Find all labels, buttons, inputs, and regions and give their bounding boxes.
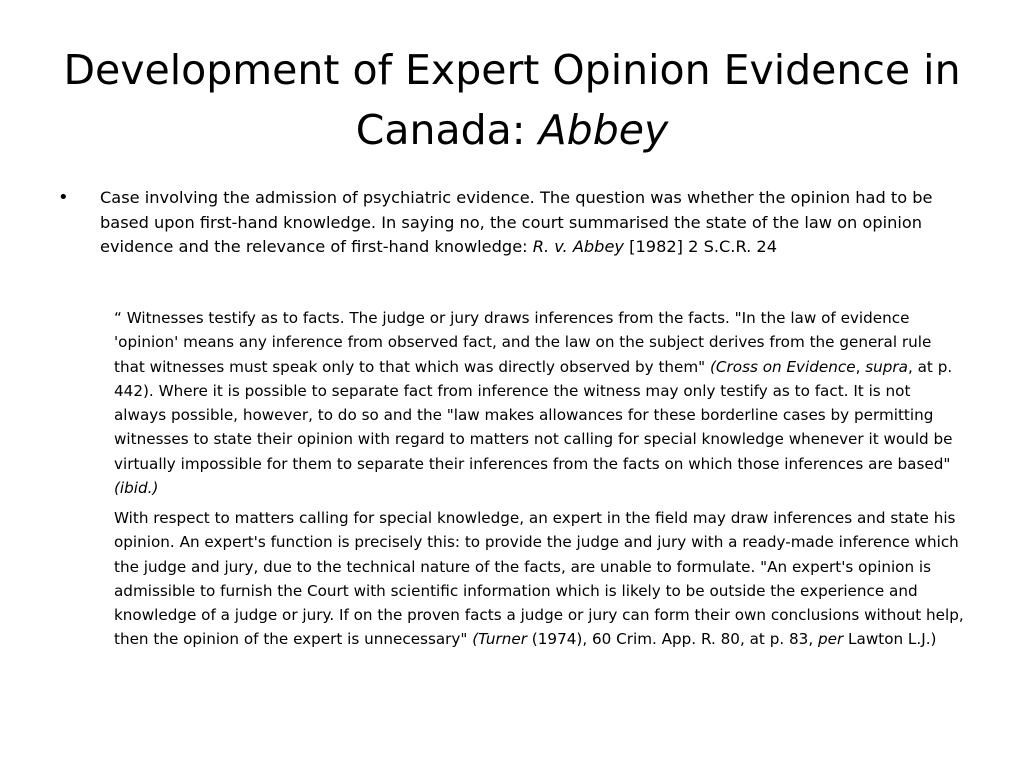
quote-1-source: (Cross on Evidence xyxy=(710,357,856,376)
quote-1-body: “ Witnesses testify as to facts. The judge or jury draws inferences from the facts. "In the law of evidence 'opinion' means any inference from observed fact, and the law on the subject derives from the general rule that witnesses must speak only to that which was directly observed by them" xyxy=(114,309,932,376)
quote-1-continuation: , at p. 442). Where it is possible to separate fact from inference the witness may only testify as to fact. It is not always possible, however, to do so and the "law makes allowances for these borderline cases by permitting witnesses to state their opinion with regard to matters not calling for special knowledge whenever it would be virtually impossible for them to separate their inferences from the facts on which those inferences are based" xyxy=(114,357,953,473)
quote-paragraph-1 xyxy=(114,306,964,500)
quote-2-citation: (1974), 60 Crim. App. R. 80, at p. 83, xyxy=(526,630,818,649)
case-citation: [1982] 2 S.C.R. 24 xyxy=(624,237,778,256)
slide-title-emphasis: Abbey xyxy=(538,106,669,154)
quote-paragraph-2 xyxy=(114,506,964,652)
quote-2-judge: Lawton L.J.) xyxy=(843,630,937,649)
quote-2-body: With respect to matters calling for special knowledge, an expert in the field may draw inferences and state his opinion. An expert's function is precisely this: to provide the judge and jury with a ready-made inference which the judge and jury, due to the technical nature of the facts, are unable to formulate. "An expert's opinion is admissible to furnish the Court with scientific information which is likely to be outside the experience and knowledge of a judge or jury. If on the proven facts a judge or jury can form their own conclusions without help, then the opinion of the expert is unnecessary" xyxy=(114,509,964,649)
bullet-icon: • xyxy=(58,187,69,208)
bullet-text-body: Case involving the admission of psychiatric evidence. The question was whether the opinion had to be based upon first-hand knowledge. In saying no, the court summarised the state of the law on opinion evidence and the relevance of first-hand knowledge: xyxy=(100,188,933,256)
case-name: R. v. Abbey xyxy=(532,237,625,256)
slide-title xyxy=(40,40,984,160)
quote-1-supra: supra xyxy=(865,357,908,376)
quote-2-turner: (Turner xyxy=(472,630,527,649)
bullet-text xyxy=(100,186,958,260)
quote-1-ibid: (ibid.) xyxy=(114,479,159,498)
quote-1-comma: , xyxy=(855,357,866,376)
quote-2-per: per xyxy=(817,630,844,649)
slide-title-main: Development of Expert Opinion Evidence in Canada: xyxy=(63,46,961,154)
